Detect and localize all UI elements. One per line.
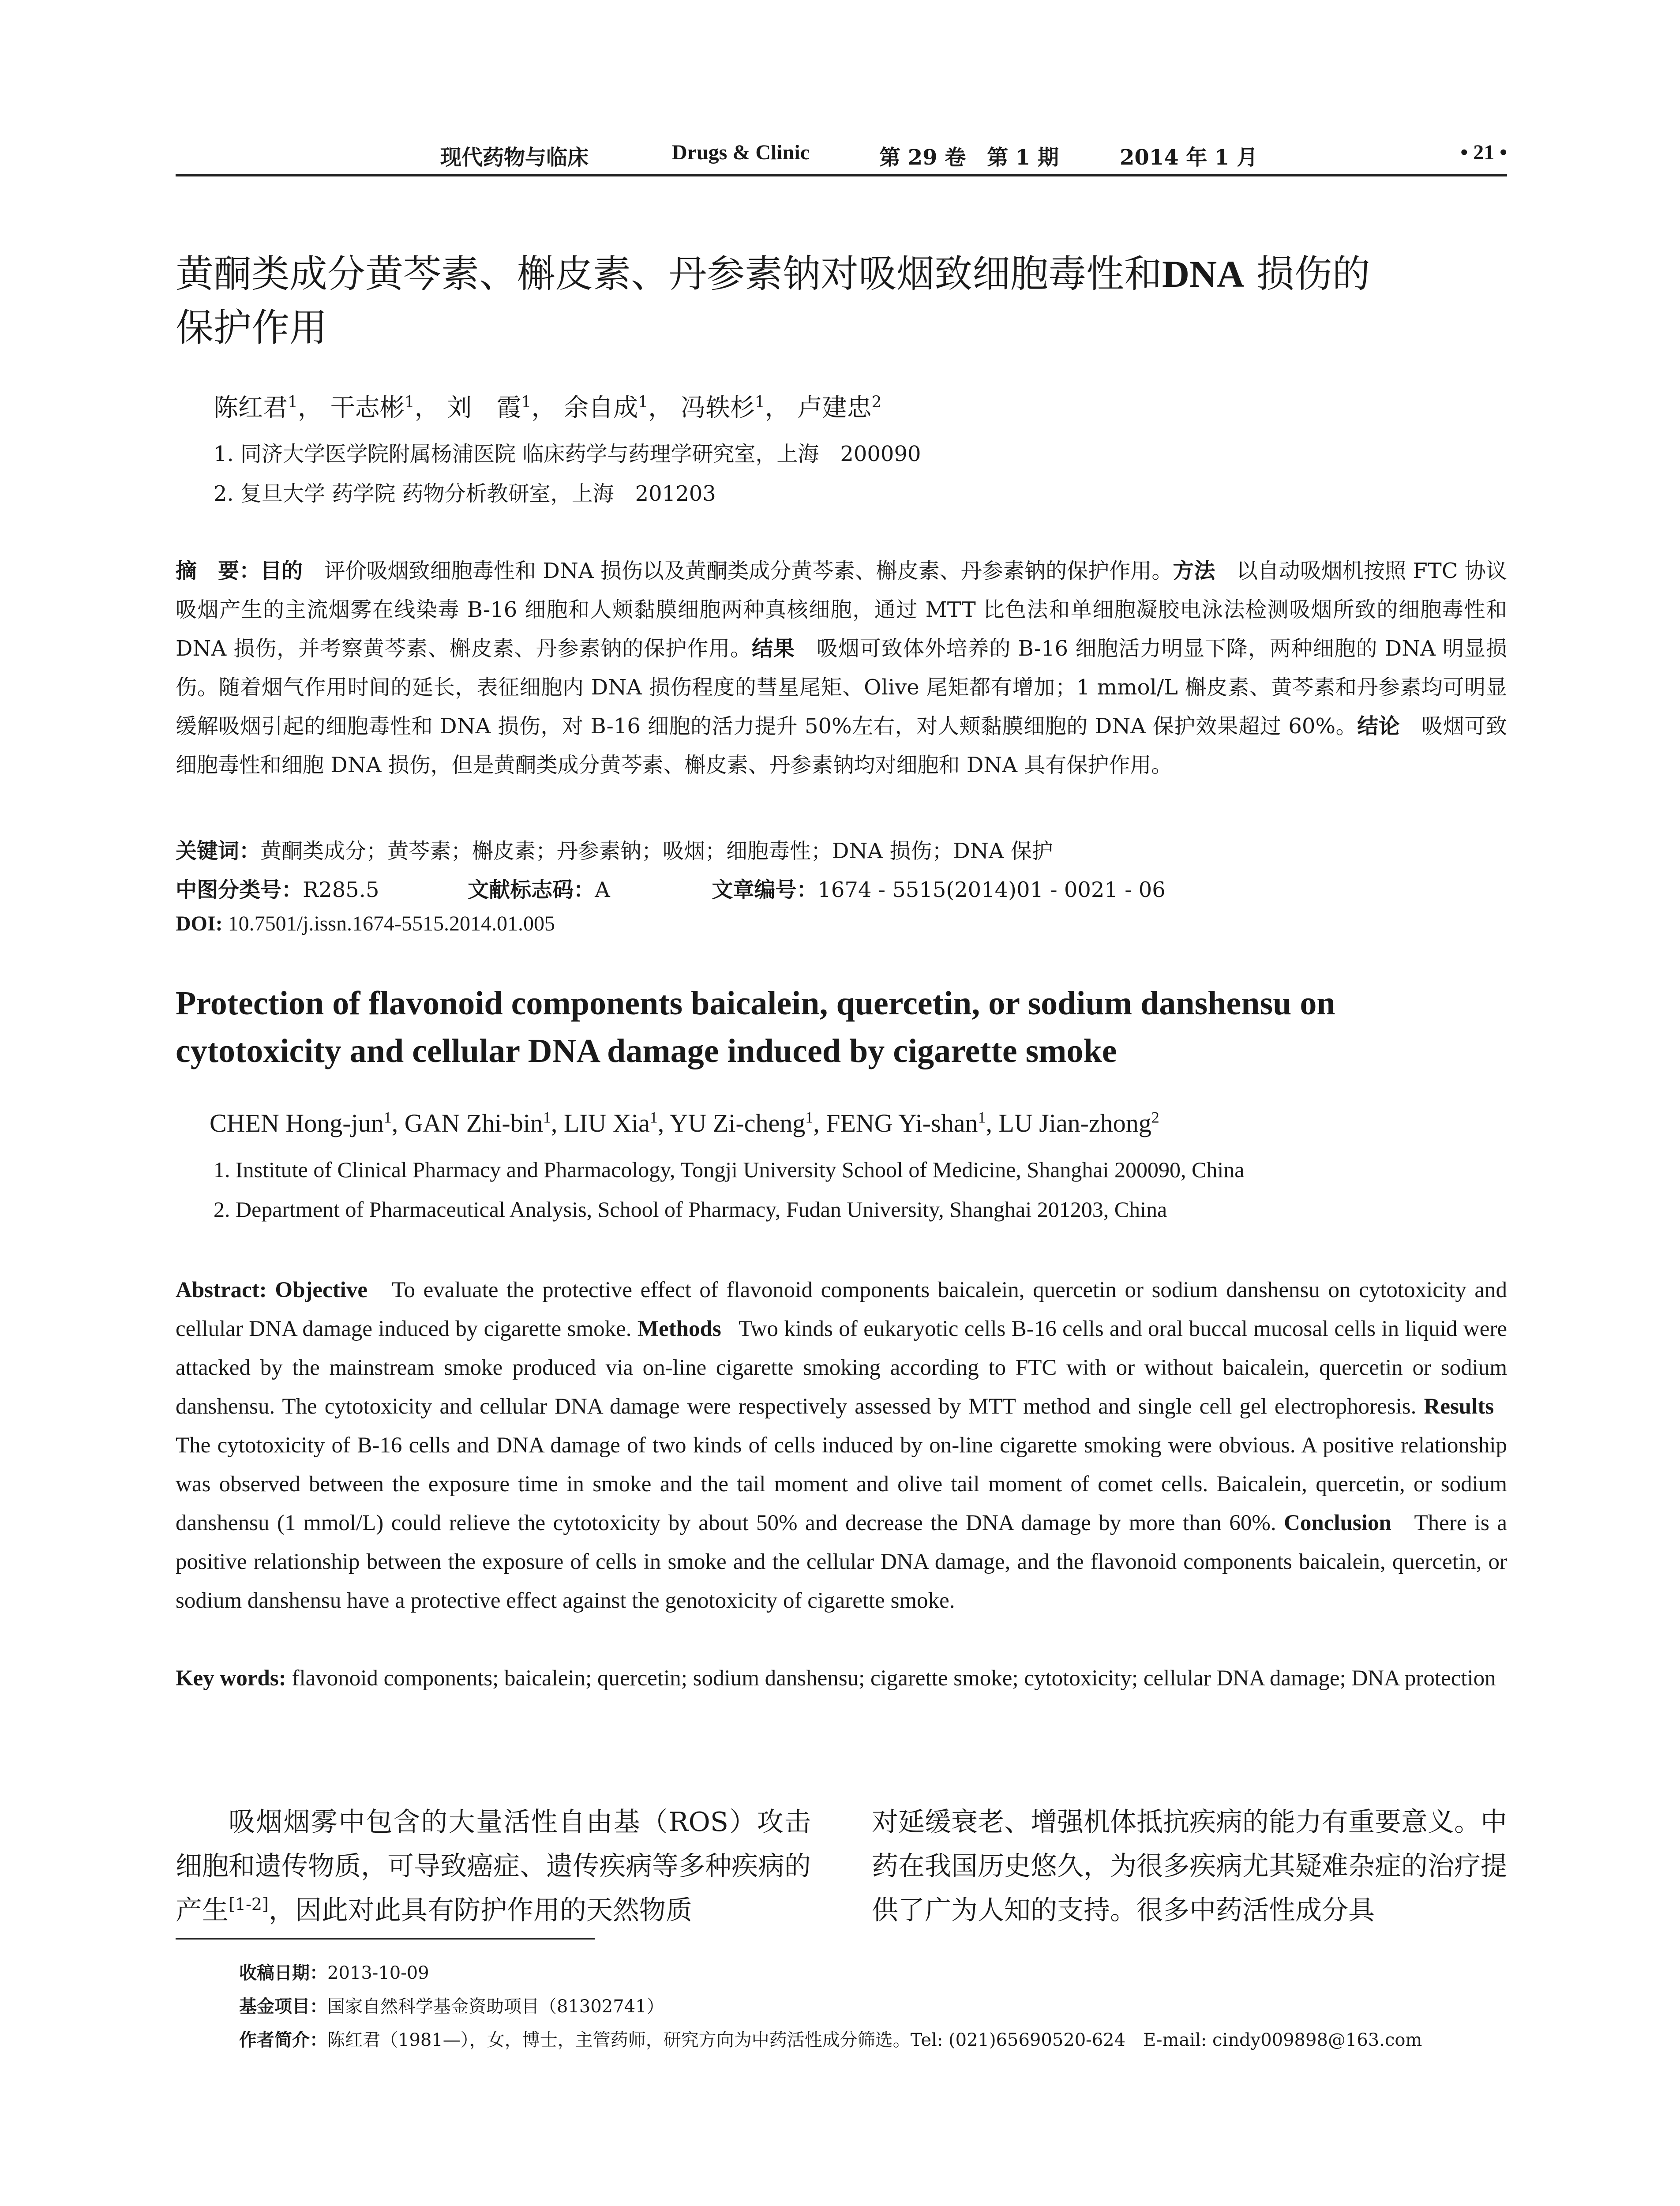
classification-line: 中图分类号：R285.5 文献标志码：A 文章编号：1674 - 5515(2014)01 - 0021 - 06 — [176, 878, 1166, 902]
title-en — [176, 979, 1507, 1075]
affiliation-en-1: 1. Institute of Clinical Pharmacy and Pharmacology, Tongji University School of Medicine, Shanghai 200090, China — [214, 1157, 1245, 1182]
affiliation-en-2: 2. Department of Pharmaceutical Analysis, School of Pharmacy, Fudan University, Shanghai 201203, China — [214, 1197, 1167, 1222]
issue-date: 2014 年 1 月 — [1120, 145, 1258, 170]
affiliation-cn-1: 1. 同济大学医学院附属杨浦医院 临床药学与药理学研究室，上海 200090 — [214, 442, 921, 466]
page-number: • 21 • — [1460, 141, 1507, 164]
affiliation-cn-2: 2. 复旦大学 药学院 药物分析教研室，上海 201203 — [214, 481, 716, 506]
running-header — [176, 140, 1507, 170]
author-cn: 卢建忠 — [797, 394, 872, 422]
author-cn: 刘 霞 — [447, 394, 521, 422]
author-cn: 干志彬 — [330, 394, 405, 422]
abstract-en: Abstract: Objective To evaluate the protective effect of flavonoid components baicalein, quercetin or sodium danshensu on cytotoxicity and cellular DNA damage induced by cigarette smoke. Methods Two kinds of eukaryotic cells B-16 cells and oral buccal mucosal cells in liquid were attacked by the mainstream smoke produced via on-line cigarette smoking according to FTC with or without baicalein, quercetin or sodium danshensu. The cytotoxicity and cellular DNA damage were respectively assessed by MTT method and single cell gel electrophoresis. Results The cytotoxicity of B-16 cells and DNA damage of two kinds of cells induced by on-line cigarette smoking were obvious. A positive relationship was observed between the exposure time in smoke and the tail moment and olive tail moment of comet cells. Baicalein, quercetin, or sodium danshensu (1 mmol/L) could relieve the cytotoxicity by about 50% and decrease the DNA damage by more than 60%. Conclusion There is a positive relationship between the exposure of cells in smoke and the cellular DNA damage, and the flavonoid components baicalein, quercetin, or sodium danshensu have a protective effect against the genotoxicity of cigarette smoke. — [176, 1278, 1508, 1613]
keywords-cn: 关键词：黄酮类成分；黄芩素；槲皮素；丹参素钠；吸烟；细胞毒性；DNA 损伤；DNA 保护 — [176, 839, 1053, 863]
title-cn — [176, 247, 1507, 355]
title-en-line1: Protection of flavonoid components baicalein, quercetin, or sodium danshensu on — [176, 985, 1335, 1022]
footnote-rule — [176, 1938, 595, 1940]
keywords-en: Key words: flavonoid components; baicalein; quercetin; sodium danshensu; cigarette smoke; cytotoxicity; cellular DNA damage; DNA protection — [176, 1666, 1496, 1691]
body-column-left: 吸烟烟雾中包含的大量活性自由基（ROS）攻击细胞和遗传物质，可导致癌症、遗传疾病等多种疾病的产生[1-2]，因此对此具有防护作用的天然物质 — [176, 1807, 811, 1926]
footnote-author-bio: 作者简介：陈红君（1981—），女，博士，主管药师，研究方向为中药活性成分筛选。Tel: (021)65690520-624 E-mail: cindy009898@163.com — [239, 2030, 1422, 2050]
doi-line: DOI: 10.7501/j.issn.1674-5515.2014.01.005 — [176, 912, 555, 935]
journal-name-en: Drugs & Clinic — [672, 141, 810, 164]
footnote-received: 收稿日期：2013-10-09 — [239, 1963, 429, 1983]
author-cn: 陈红君 — [214, 394, 288, 422]
author-cn: 冯轶杉 — [680, 394, 755, 422]
authors-en: CHEN Hong-jun$^1$, GAN Zhi-bin$^1$, LIU Xia$^1$, YU Zi-cheng$^1$, FENG Yi-shan$^1$, LU Jian-zhong$^2$ — [210, 1108, 1159, 1137]
author-cn: 余自成 — [564, 394, 638, 422]
author-en: YU Zi-cheng — [669, 1109, 806, 1137]
author-en: LIU Xia — [563, 1109, 650, 1137]
journal-name-cn: 现代药物与临床 — [440, 145, 589, 170]
author-en: LU Jian-zhong — [998, 1109, 1151, 1137]
header-rule — [176, 174, 1507, 176]
author-en: FENG Yi-shan — [826, 1109, 978, 1137]
title-cn-line2: 保护作用 — [176, 306, 327, 350]
body-column-right: 对延缓衰老、增强机体抵抗疾病的能力有重要意义。中药在我国历史悠久，为很多疾病尤其疑难杂症的治疗提供了广为人知的支持。很多中药活性成分具 — [872, 1807, 1507, 1926]
title-cn-line1: 黄酮类成分黄芩素、槲皮素、丹参素钠对吸烟致细胞毒性和DNA 损伤的 — [176, 252, 1370, 296]
authors-cn: 陈红君$^1$， 干志彬$^1$， 刘 霞$^1$， 余自成$^1$， 冯轶杉$^1$， 卢建忠$^2$ — [214, 393, 882, 422]
issue-info: 第 29 卷 第 1 期 — [879, 145, 1059, 170]
author-en: CHEN Hong-jun — [210, 1109, 384, 1137]
title-en-line2: cytotoxicity and cellular DNA damage induced by cigarette smoke — [176, 1032, 1117, 1069]
author-en: GAN Zhi-bin — [404, 1109, 543, 1137]
footnote-fund: 基金项目：国家自然科学基金资助项目（81302741） — [239, 1996, 664, 2017]
abstract-cn: 摘 要：目的 评价吸烟致细胞毒性和 DNA 损伤以及黄酮类成分黄芩素、槲皮素、丹参素钠的保护作用。方法 以自动吸烟机按照 FTC 协议吸烟产生的主流烟雾在线染毒 B-16 细胞和人颊黏膜细胞两种真核细胞，通过 MTT 比色法和单细胞凝胶电泳法检测吸烟所致的细胞毒性和 DNA 损伤，并考察黄芩素、槲皮素、丹参素钠的保护作用。结果 吸烟可致体外培养的 B-16 细胞活力明显下降，两种细胞的 DNA 明显损伤。随着烟气作用时间的延长，表征细胞内 DNA 损伤程度的彗星尾矩、Olive 尾矩都有增加；1 mmol/L 槲皮素、黄芩素和丹参素均可明显缓解吸烟引起的细胞毒性和 DNA 损伤，对 B-16 细胞的活力提升 50%左右，对人颊黏膜细胞的 DNA 保护效果超过 60%。结论 吸烟可致细胞毒性和细胞 DNA 损伤，但是黄酮类成分黄芩素、槲皮素、丹参素钠均对细胞和 DNA 具有保护作用。 — [176, 559, 1507, 777]
